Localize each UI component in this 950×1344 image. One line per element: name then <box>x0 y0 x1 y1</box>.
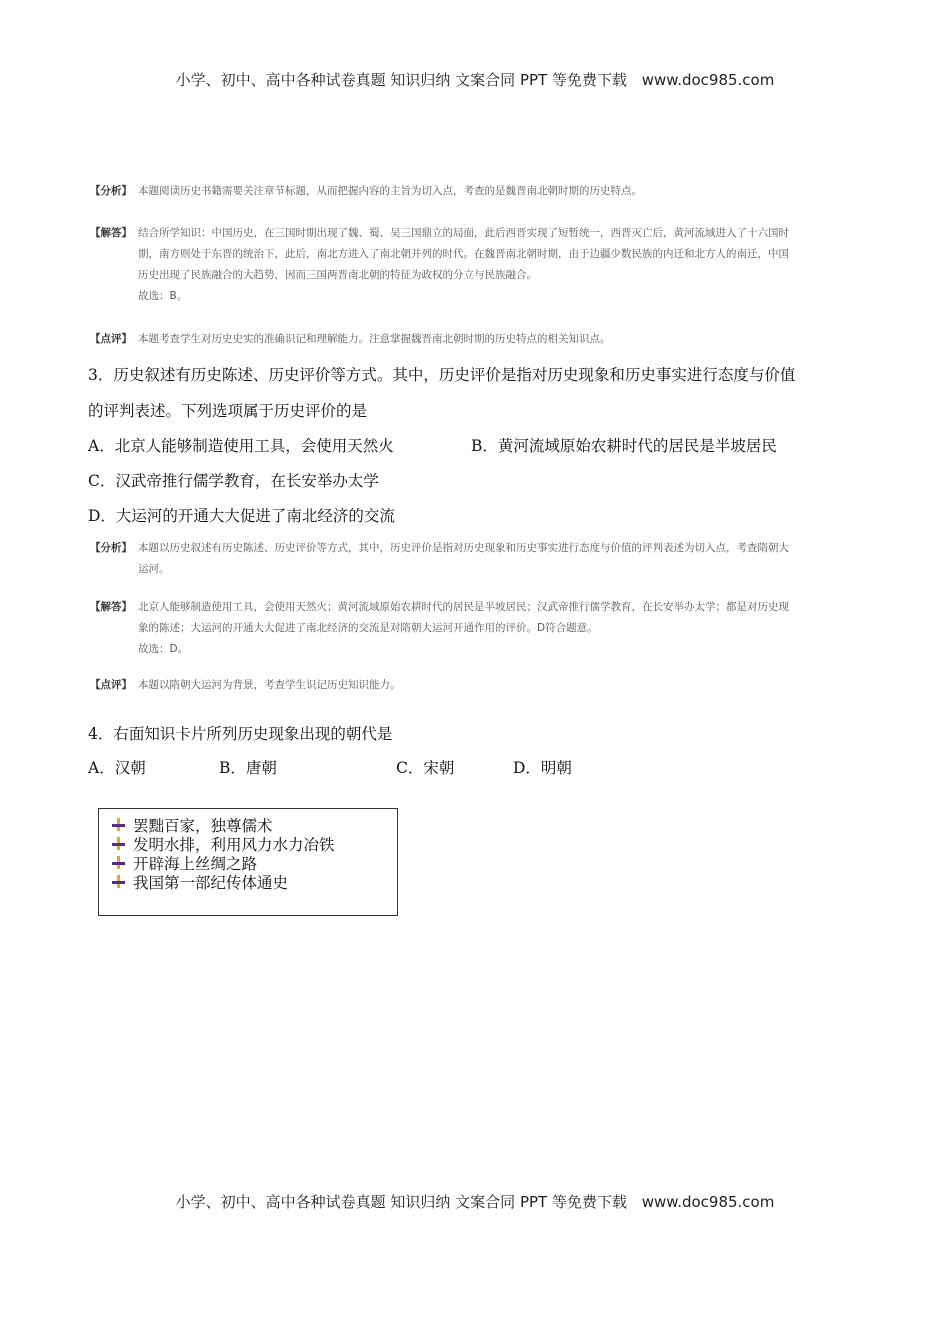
question3-option-d[interactable]: D．大运河的开通大大促进了南北经济的交流 <box>88 507 395 525</box>
page-header <box>0 69 950 90</box>
header-url[interactable]: www.doc985.com <box>641 71 775 89</box>
answer-line: 结合所学知识：中国历史，在三国时期出现了魏、蜀、吴三国鼎立的局面，此后西晋实现了短暂统一，西晋灭亡后，黄河流域进入了十六国时 <box>138 227 789 239</box>
analysis-text: 本题阅读历史书籍需要关注章节标题，从而把握内容的主旨为切入点，考查的是魏晋南北朝时期的历史特点。 <box>138 185 642 197</box>
cross-bullet-icon <box>111 874 133 890</box>
question3-option-c[interactable]: C．汉武帝推行儒学教育，在长安举办太学 <box>88 472 379 490</box>
q2-answer <box>90 223 920 307</box>
question3-stem-line1: 3．历史叙述有历史陈述、历史评价等方式。其中，历史评价是指对历史现象和历史事实进行态度与价值 <box>88 366 796 384</box>
footer-text: 小学、初中、高中各种试卷真题 知识归纳 文案合同 PPT 等免费下载 <box>175 1193 627 1211</box>
answer-tag: 【解答】 <box>90 227 132 239</box>
card-item-text: 发明水排，利用风力水力冶铁 <box>133 836 335 854</box>
analysis-line: 运河。 <box>138 563 170 575</box>
question4-option-a[interactable]: A．汉朝 <box>88 759 146 777</box>
analysis-tag: 【分析】 <box>90 185 132 197</box>
card-item <box>111 836 335 855</box>
answer-choice: 故选：D。 <box>138 643 189 655</box>
card-item <box>111 855 257 874</box>
card-item <box>111 874 288 893</box>
q3-analysis <box>90 538 920 580</box>
question4-option-b[interactable]: B．唐朝 <box>219 759 277 777</box>
answer-line: 期，南方则处于东晋的统治下，此后，南北方进入了南北朝并列的时代。在魏晋南北朝时期，由于边疆少数民族的内迁和北方人的南迁，中国 <box>138 248 789 260</box>
q2-comment <box>90 329 920 350</box>
cross-bullet-icon <box>111 836 133 852</box>
header-text: 小学、初中、高中各种试卷真题 知识归纳 文案合同 PPT 等免费下载 <box>175 71 627 89</box>
card-item-text: 开辟海上丝绸之路 <box>133 855 258 873</box>
comment-text: 本题考查学生对历史史实的准确识记和理解能力。注意掌握魏晋南北朝时期的历史特点的相关知识点。 <box>138 333 611 345</box>
answer-tag: 【解答】 <box>90 601 132 613</box>
cross-bullet-icon <box>111 817 133 833</box>
cross-bullet-icon <box>111 855 133 871</box>
analysis-line: 本题以历史叙述有历史陈述、历史评价等方式，其中，历史评价是指对历史现象和历史事实进行态度与价值的评判表述为切入点，考查隋朝大 <box>138 542 789 554</box>
comment-text: 本题以隋朝大运河为背景，考查学生识记历史知识能力。 <box>138 679 401 691</box>
q3-comment <box>90 675 920 696</box>
card-item <box>111 817 273 836</box>
q3-answer <box>90 597 920 660</box>
analysis-tag: 【分析】 <box>90 542 132 554</box>
question3-option-a[interactable]: A．北京人能够制造使用工具，会使用天然火 <box>88 437 394 455</box>
card-item-text: 罢黜百家，独尊儒术 <box>133 817 273 835</box>
question3-option-b[interactable]: B．黄河流域原始农耕时代的居民是半坡居民 <box>471 437 777 455</box>
page-footer <box>0 1191 950 1212</box>
question4-stem: 4．右面知识卡片所列历史现象出现的朝代是 <box>88 725 393 743</box>
knowledge-card <box>98 808 398 916</box>
q2-analysis <box>90 181 920 202</box>
question4-option-d[interactable]: D．明朝 <box>513 759 572 777</box>
card-item-text: 我国第一部纪传体通史 <box>133 874 289 892</box>
comment-tag: 【点评】 <box>90 679 132 691</box>
answer-line: 象的陈述；大运河的开通大大促进了南北经济的交流是对隋朝大运河开通作用的评价。D符合题意。 <box>138 622 598 634</box>
question3-stem-line2: 的评判表述。下列选项属于历史评价的是 <box>88 402 368 420</box>
answer-line: 北京人能够制造使用工具，会使用天然火；黄河流域原始农耕时代的居民是半坡居民；汉武帝推行儒学教育，在长安举办太学；都是对历史现 <box>138 601 789 613</box>
answer-line: 历史出现了民族融合的大趋势，因而三国两晋南北朝的特征为政权的分立与民族融合。 <box>138 269 537 281</box>
answer-choice: 故选：B。 <box>138 290 188 302</box>
question4-option-c[interactable]: C．宋朝 <box>396 759 455 777</box>
footer-url[interactable]: www.doc985.com <box>641 1193 775 1211</box>
comment-tag: 【点评】 <box>90 333 132 345</box>
